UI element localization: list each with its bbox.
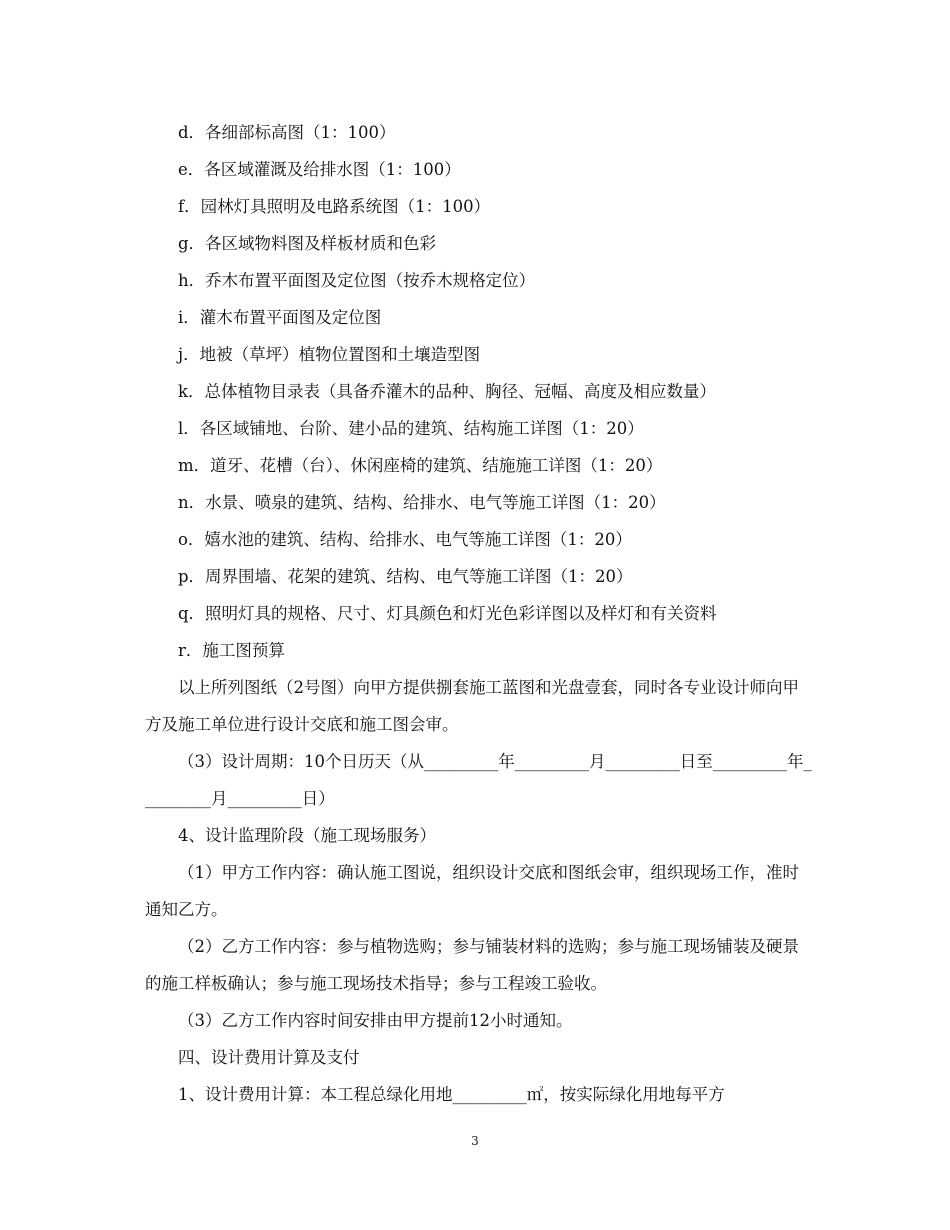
list-item: k．总体植物目录表（具备乔灌木的品种、胸径、冠幅、高度及相应数量） xyxy=(178,382,716,401)
body-text xyxy=(145,114,813,1113)
list-item: j．地被（草坪）植物位置图和土壤造型图 xyxy=(178,345,481,364)
list-item: r．施工图预算 xyxy=(178,641,285,660)
list-item: p．周界围墙、花架的建筑、结构、电气等施工详图（1：20） xyxy=(178,567,633,586)
party-a-paragraph: （1）甲方工作内容：确认施工图说，组织设计交底和图纸会审，组织现场工作，准时通知乙方。 xyxy=(145,863,799,919)
page-number: 3 xyxy=(471,1134,479,1148)
list-item: i．灌木布置平面图及定位图 xyxy=(178,308,382,327)
stage4-heading: 4、设计监理阶段（施工现场服务） xyxy=(178,826,436,845)
design-period-paragraph: （3）设计周期：10个日历天（从_________年_________月_________日至_________年_________月_________日） xyxy=(145,752,812,808)
list-item: e．各区域灌溉及给排水图（1：100） xyxy=(178,160,461,179)
list-item: d．各细部标高图（1：100） xyxy=(178,123,396,142)
list-item: f．园林灯具照明及电路系统图（1：100） xyxy=(178,197,491,216)
fee-calculation-paragraph: 1、设计费用计算：本工程总绿化用地_________㎡，按实际绿化用地每平方 xyxy=(178,1085,725,1104)
drawings-paragraph: 以上所列图纸（2号图）向甲方提供捌套施工蓝图和光盘壹套，同时各专业设计师向甲方及施工单位进行设计交底和施工图会审。 xyxy=(145,678,799,734)
list-item: g．各区域物料图及样板材质和色彩 xyxy=(178,234,437,253)
list-item: l．各区域铺地、台阶、建小品的建筑、结构施工详图（1：20） xyxy=(178,419,644,438)
schedule-paragraph: （3）乙方工作内容时间安排由甲方提前12小时通知。 xyxy=(178,1011,573,1030)
party-b-paragraph: （2）乙方工作内容：参与植物选购；参与铺装材料的选购；参与施工现场铺装及硬景的施工样板确认；参与施工现场技术指导；参与工程竣工验收。 xyxy=(145,937,799,993)
list-item: n．水景、喷泉的建筑、结构、给排水、电气等施工详图（1：20） xyxy=(178,493,666,512)
list-item: h．乔木布置平面图及定位图（按乔木规格定位） xyxy=(178,271,536,290)
fees-heading: 四、设计费用计算及支付 xyxy=(178,1048,360,1067)
list-item: m．道牙、花槽（台）、休闲座椅的建筑、结施施工详图（1：20） xyxy=(178,456,663,475)
list-item: q．照明灯具的规格、尺寸、灯具颜色和灯光色彩详图以及样灯和有关资料 xyxy=(178,604,717,623)
list-item: o．嬉水池的建筑、结构、给排水、电气等施工详图（1：20） xyxy=(178,530,632,549)
